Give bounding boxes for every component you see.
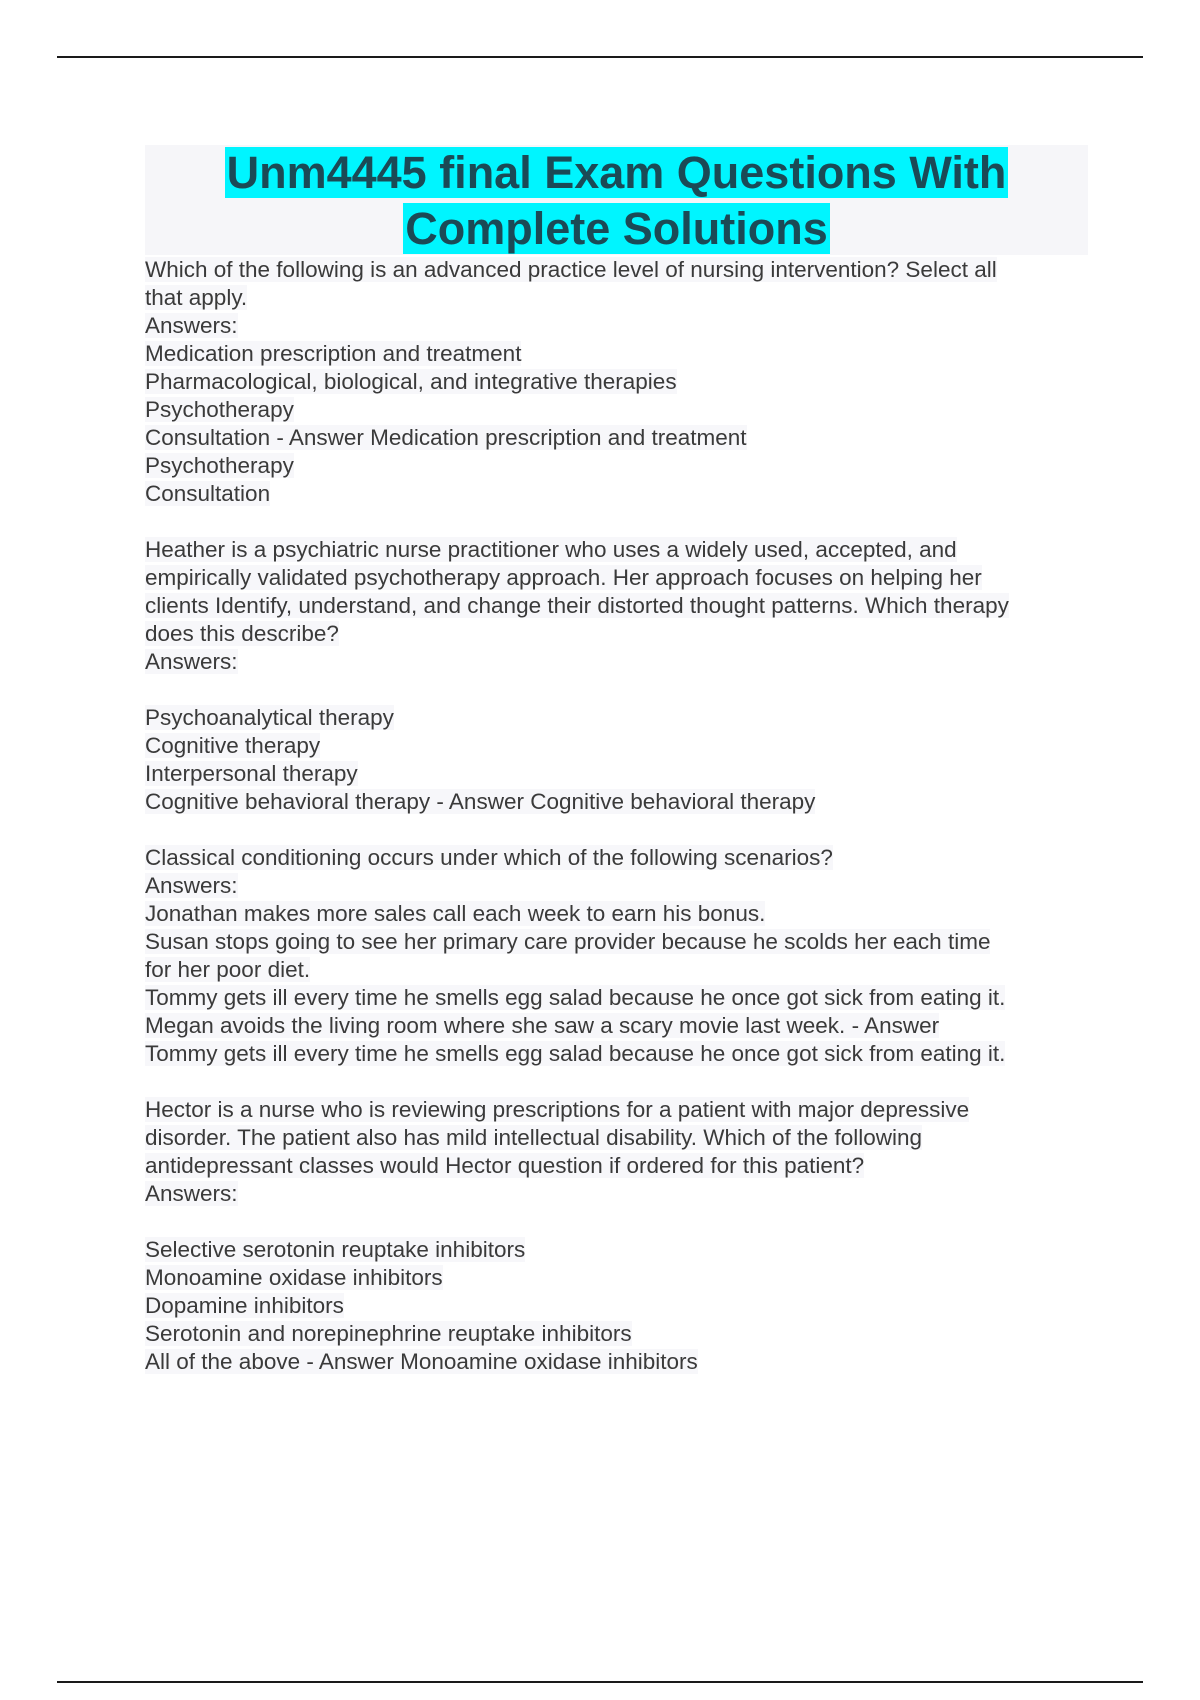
text-line-content: Cognitive behavioral therapy - Answer Cognitive behavioral therapy: [145, 789, 816, 814]
text-line: [145, 312, 1105, 340]
text-line-content: Answers:: [145, 649, 238, 674]
text-line: [145, 284, 1105, 312]
text-line: [145, 1124, 1105, 1152]
text-line-content: Selective serotonin reuptake inhibitors: [145, 1237, 526, 1262]
text-line-content: does this describe?: [145, 621, 339, 646]
text-line: [145, 704, 1105, 732]
block-spacer: [145, 816, 1105, 844]
text-line-content: Monoamine oxidase inhibitors: [145, 1265, 443, 1290]
text-line: [145, 984, 1105, 1012]
text-line-content: Interpersonal therapy: [145, 761, 358, 786]
text-line-content: Classical conditioning occurs under which of the following scenarios?: [145, 845, 833, 870]
text-line: [145, 1152, 1105, 1180]
document-body: [145, 256, 1105, 1376]
text-line: [145, 536, 1105, 564]
text-line-content: Tommy gets ill every time he smells egg salad because he once got sick from eating it.: [145, 985, 1006, 1010]
text-line: [145, 956, 1105, 984]
text-line-content: Consultation: [145, 481, 271, 506]
text-line-content: Serotonin and norepinephrine reuptake inhibitors: [145, 1321, 632, 1346]
text-line: [145, 1208, 1105, 1236]
text-line: [145, 872, 1105, 900]
text-line: [145, 592, 1105, 620]
text-line: [145, 564, 1105, 592]
text-line-content: Hector is a nurse who is reviewing prescriptions for a patient with major depressive: [145, 1097, 970, 1122]
text-line-content: Medication prescription and treatment: [145, 341, 522, 366]
text-line: [145, 732, 1105, 760]
text-line-content: Jonathan makes more sales call each week to earn his bonus.: [145, 901, 766, 926]
text-line-content: Answers:: [145, 313, 238, 338]
text-line-content: Which of the following is an advanced practice level of nursing intervention? Select all: [145, 257, 997, 282]
text-line: [145, 424, 1105, 452]
text-line-content: Cognitive therapy: [145, 733, 321, 758]
text-line: [145, 256, 1105, 284]
text-line: [145, 648, 1105, 676]
text-line: [145, 1180, 1105, 1208]
block-spacer: [145, 1068, 1105, 1096]
block-spacer: [145, 508, 1105, 536]
text-line: [145, 760, 1105, 788]
title-line-2: Complete Solutions: [405, 203, 828, 254]
text-line: [145, 396, 1105, 424]
text-line: [145, 620, 1105, 648]
text-line: [145, 480, 1105, 508]
text-line: [145, 1264, 1105, 1292]
top-rule: [57, 56, 1143, 58]
text-line-content: that apply.: [145, 285, 248, 310]
title-line-1: Unm4445 final Exam Questions With: [226, 147, 1007, 198]
text-line: [145, 1320, 1105, 1348]
text-line: [145, 1348, 1105, 1376]
bottom-rule: [57, 1681, 1143, 1683]
text-line: [145, 844, 1105, 872]
text-line: [145, 1236, 1105, 1264]
text-line-content: Pharmacological, biological, and integrative therapies: [145, 369, 677, 394]
text-line: [145, 452, 1105, 480]
text-line-content: clients Identify, understand, and change their distorted thought patterns. Which therapy: [145, 593, 1009, 618]
text-line: [145, 788, 1105, 816]
text-line-content: Psychoanalytical therapy: [145, 705, 394, 730]
text-line-content: Dopamine inhibitors: [145, 1293, 344, 1318]
text-line-content: Susan stops going to see her primary care provider because he scolds her each time: [145, 929, 991, 954]
text-line: [145, 368, 1105, 396]
text-line-content: for her poor diet.: [145, 957, 311, 982]
text-line-content: Psychotherapy: [145, 397, 294, 422]
text-line-content: empirically validated psychotherapy approach. Her approach focuses on helping her: [145, 565, 982, 590]
text-line-content: Megan avoids the living room where she saw a scary movie last week. - Answer: [145, 1013, 940, 1038]
text-line: [145, 1292, 1105, 1320]
text-line: [145, 676, 1105, 704]
text-line: [145, 1096, 1105, 1124]
text-line-content: disorder. The patient also has mild intellectual disability. Which of the following: [145, 1125, 923, 1150]
question-block: [145, 1096, 1105, 1376]
text-line: [145, 1012, 1105, 1040]
text-line: [145, 1040, 1105, 1068]
text-line-content: All of the above - Answer Monoamine oxidase inhibitors: [145, 1349, 698, 1374]
document-title: [145, 145, 1088, 257]
question-block: [145, 844, 1105, 1068]
text-line-content: Tommy gets ill every time he smells egg salad because he once got sick from eating it.: [145, 1041, 1006, 1066]
text-line-content: Heather is a psychiatric nurse practitioner who uses a widely used, accepted, and: [145, 537, 957, 562]
text-line-content: Answers:: [145, 873, 238, 898]
question-block: [145, 536, 1105, 816]
text-line-content: Psychotherapy: [145, 453, 294, 478]
question-block: [145, 256, 1105, 508]
text-line: [145, 340, 1105, 368]
text-line-content: Consultation - Answer Medication prescription and treatment: [145, 425, 747, 450]
text-line: [145, 900, 1105, 928]
text-line-content: Answers:: [145, 1181, 238, 1206]
text-line: [145, 928, 1105, 956]
text-line-content: antidepressant classes would Hector question if ordered for this patient?: [145, 1153, 865, 1178]
